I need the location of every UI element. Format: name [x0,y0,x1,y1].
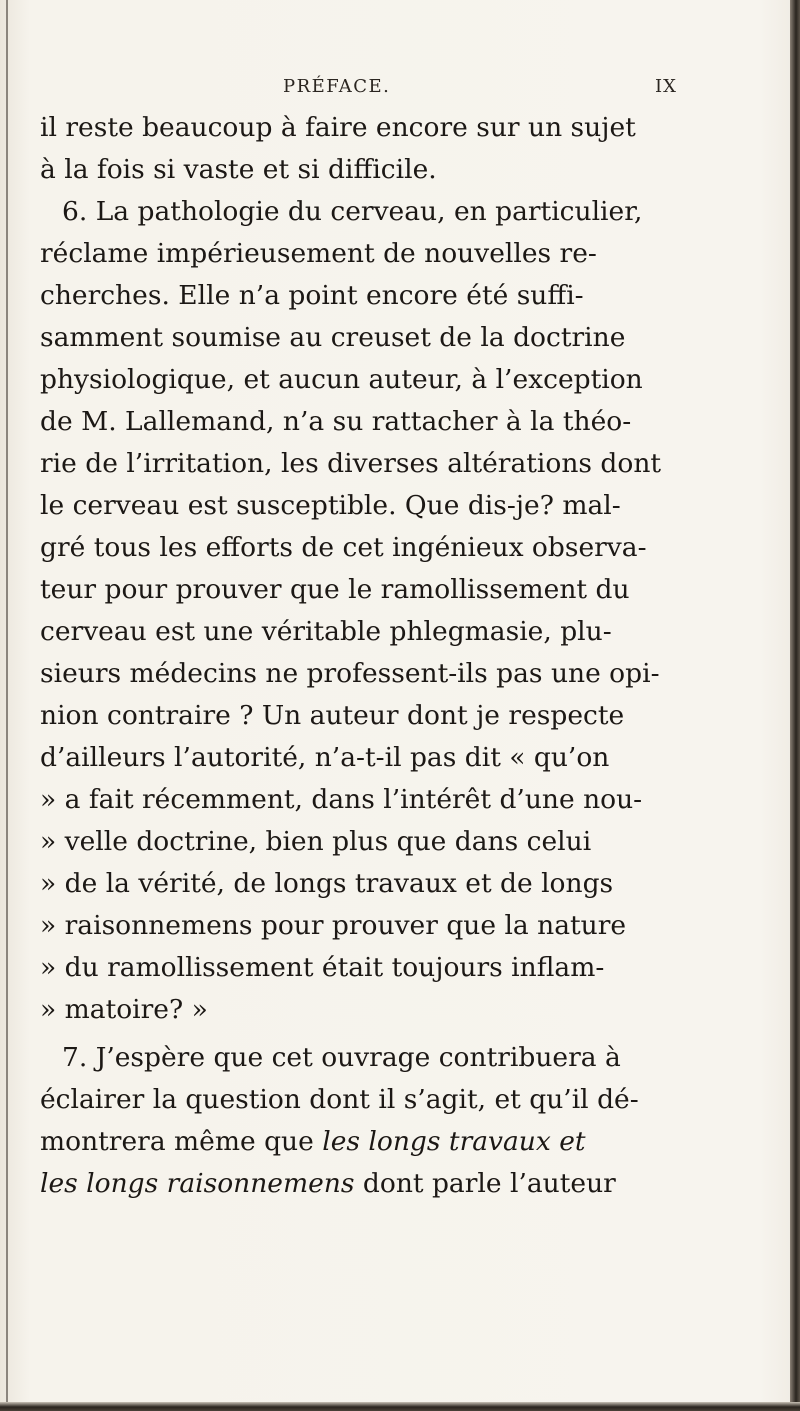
text-line: teur pour prouver que le ramollissement du [40,574,630,605]
text-line: sieurs médecins ne professent-ils pas une opi- [40,658,660,689]
paragraph-7-start: 7. J’espère que cet ouvrage contribuera à [62,1042,621,1073]
text-line: à la fois si vaste et si difficile. [40,154,437,185]
text-line: nion contraire ? Un auteur dont je respecte [40,700,625,731]
page-left-edge [6,0,8,1411]
text-line [40,1122,586,1162]
quote-line: » raisonnemens pour prouver que la nature [40,910,627,941]
text-line: physiologique, et aucun auteur, à l’exception [40,364,643,395]
text-run: montrera même que [40,1126,314,1157]
text-line: réclame impérieusement de nouvelles re- [40,238,597,269]
text-line: cherches. Elle n’a point encore été suffi- [40,280,584,311]
quote-line: » a fait récemment, dans l’intérêt d’une nou- [40,784,643,815]
page-bottom-edge [0,1402,800,1411]
italic-phrase: les longs raisonnemens [40,1168,355,1199]
text-line: d’ailleurs l’autorité, n’a-t-il pas dit « qu’on [40,742,610,773]
quote-line: » matoire? » [40,994,208,1025]
text-line: éclairer la question dont il s’agit, et qu’il dé- [40,1084,639,1115]
text-line: cerveau est une véritable phlegmasie, plu- [40,616,612,647]
quote-line: » du ramollissement était toujours inflam- [40,952,605,983]
text-run: dont parle l’auteur [362,1168,616,1199]
quote-line: » de la vérité, de longs travaux et de longs [40,868,614,899]
paragraph-6-start: 6. La pathologie du cerveau, en particulier, [62,196,643,227]
text-line: le cerveau est susceptible. Que dis-je? mal- [40,490,621,521]
text-line [40,1164,616,1204]
quote-line: » velle doctrine, bien plus que dans celui [40,826,592,857]
page-number: IX [655,76,677,97]
page-right-edge [790,0,800,1411]
italic-phrase: les longs travaux et [322,1126,586,1157]
text-line: rie de l’irritation, les diverses altérations dont [40,448,662,479]
text-line: samment soumise au creuset de la doctrine [40,322,626,353]
text-line: gré tous les efforts de cet ingénieux observa- [40,532,647,563]
page-header [0,76,800,102]
running-title: PRÉFACE. [283,76,391,97]
text-line: il reste beaucoup à faire encore sur un sujet [40,112,636,143]
text-line: de M. Lallemand, n’a su rattacher à la théo- [40,406,632,437]
